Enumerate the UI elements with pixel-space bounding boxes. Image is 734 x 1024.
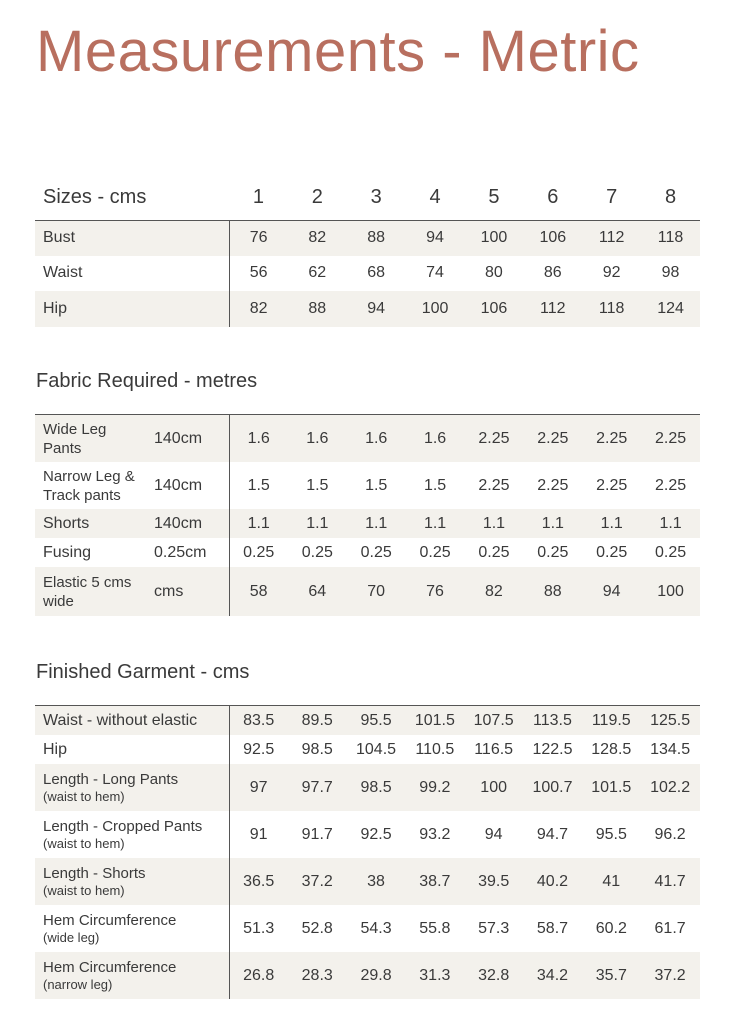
fabric-width: 140cm — [148, 509, 229, 538]
cell-value: 61.7 — [654, 919, 686, 937]
fabric-table — [35, 415, 700, 616]
size-header-2: 2 — [311, 185, 323, 208]
cell-value: 0.25 — [654, 543, 687, 561]
cell-value: 91 — [249, 825, 268, 843]
row-label: Hip — [35, 291, 229, 327]
row-label: Hip — [35, 735, 229, 764]
cell-value: 98.5 — [347, 764, 406, 811]
cell-value: 64 — [288, 567, 347, 616]
fabric-row — [35, 538, 700, 567]
cell-value: 106 — [465, 291, 524, 327]
cell-value: 1.1 — [465, 509, 524, 538]
cell-value: 119.5 — [582, 706, 641, 735]
cell-value: 1.5 — [423, 476, 447, 494]
cell-value: 68 — [367, 264, 386, 281]
cell-value: 60.2 — [595, 919, 627, 937]
cell-value: 82 — [229, 291, 288, 327]
row-label: Waist — [35, 256, 229, 291]
cell-value: 94 — [347, 291, 406, 327]
row-label-cell — [35, 811, 229, 858]
cell-value: 95.5 — [347, 706, 406, 735]
row-label: Length - Shorts — [43, 865, 146, 882]
cell-value: 98.5 — [301, 740, 333, 758]
cell-value: 28.3 — [288, 952, 347, 999]
cell-value: 74 — [426, 264, 444, 281]
cell-value: 80 — [485, 264, 503, 281]
cell-value: 107.5 — [464, 706, 523, 735]
cell-value: 76 — [406, 567, 465, 616]
row-label-cell — [35, 858, 229, 905]
cell-value: 36.5 — [229, 858, 288, 905]
garment-row — [35, 706, 700, 735]
row-label: Fusing — [43, 543, 92, 561]
cell-value: 94 — [484, 825, 503, 843]
cell-value: 97 — [229, 764, 288, 811]
size-header-4: 4 — [429, 185, 441, 208]
row-label: Length - Long Pants — [43, 771, 179, 788]
cell-value: 52.8 — [301, 919, 333, 937]
cell-value: 118 — [582, 291, 641, 327]
cell-value: 38 — [347, 858, 406, 905]
cell-value: 0.25 — [243, 543, 275, 561]
row-label: Wide Leg Pants — [35, 415, 148, 462]
cell-value: 94 — [582, 567, 641, 616]
cell-value: 82 — [288, 221, 347, 256]
cell-value: 96.2 — [654, 825, 686, 843]
cell-value: 112 — [523, 291, 582, 327]
fabric-row — [35, 509, 700, 538]
cell-value: 54.3 — [360, 919, 392, 937]
cell-value: 0.25 — [301, 543, 333, 561]
cell-value: 1.1 — [347, 509, 406, 538]
row-note: (waist to hem) — [43, 789, 125, 804]
cell-value: 29.8 — [347, 952, 406, 999]
row-label: Elastic 5 cms wide — [35, 567, 148, 616]
cell-value: 89.5 — [288, 706, 347, 735]
cell-value: 56 — [249, 264, 268, 281]
row-label-cell — [35, 764, 229, 811]
cell-value: 2.25 — [596, 476, 628, 494]
row-label: Shorts — [35, 509, 148, 538]
garment-row — [35, 905, 700, 952]
cell-value: 70 — [347, 567, 406, 616]
cell-value: 82 — [465, 567, 524, 616]
fabric-row — [35, 567, 700, 616]
garment-section-title: Finished Garment - cms — [36, 661, 250, 683]
cell-value: 34.2 — [523, 952, 582, 999]
cell-value: 0.25 — [360, 543, 392, 561]
cell-value: 88 — [347, 221, 406, 256]
garment-row — [35, 811, 700, 858]
cell-value: 91.7 — [301, 825, 333, 843]
cell-value: 1.6 — [229, 415, 288, 462]
cell-value: 100 — [641, 567, 700, 616]
garment-row — [35, 858, 700, 905]
cell-value: 1.1 — [582, 509, 641, 538]
sizes-header-label: Sizes - cms — [43, 185, 147, 208]
cell-value: 0.25 — [596, 543, 628, 561]
cell-value: 62 — [308, 264, 327, 281]
cell-value: 104.5 — [356, 740, 397, 758]
cell-value: 1.5 — [247, 476, 270, 494]
row-label-cell — [35, 905, 229, 952]
size-header-7: 7 — [606, 185, 618, 208]
size-header-3: 3 — [370, 185, 382, 208]
cell-value: 100 — [464, 764, 523, 811]
cell-value: 100.7 — [523, 764, 582, 811]
garment-row — [35, 952, 700, 999]
garment-table — [35, 706, 700, 999]
cell-value: 118 — [641, 221, 700, 256]
cell-value: 26.8 — [229, 952, 288, 999]
garment-row — [35, 764, 700, 811]
row-label: Waist - without elastic — [35, 706, 229, 735]
row-label-cell — [35, 952, 229, 999]
cell-value: 55.8 — [419, 919, 451, 937]
cell-value: 101.5 — [582, 764, 641, 811]
cell-value: 125.5 — [641, 706, 700, 735]
cell-value: 106 — [523, 221, 582, 256]
size-header-5: 5 — [488, 185, 500, 208]
cell-value: 100 — [406, 291, 465, 327]
row-note: (waist to hem) — [43, 883, 125, 898]
cell-value: 2.25 — [478, 476, 510, 494]
cell-value: 101.5 — [405, 706, 464, 735]
cell-value: 1.1 — [523, 509, 582, 538]
sizes-table — [35, 174, 700, 327]
row-label: Length - Cropped Pants — [43, 818, 203, 835]
cell-value: 1.6 — [288, 415, 347, 462]
cell-value: 112 — [582, 221, 641, 256]
cell-value: 122.5 — [532, 740, 573, 758]
cell-value: 1.1 — [288, 509, 347, 538]
cell-value: 58 — [229, 567, 288, 616]
size-header-1: 1 — [252, 185, 264, 208]
cell-value: 1.6 — [406, 415, 465, 462]
cell-value: 1.1 — [406, 509, 465, 538]
cell-value: 35.7 — [582, 952, 641, 999]
size-header-8: 8 — [665, 185, 677, 208]
cell-value: 1.1 — [229, 509, 288, 538]
cell-value: 110.5 — [415, 740, 455, 758]
cell-value: 38.7 — [405, 858, 464, 905]
cell-value: 1.1 — [641, 509, 700, 538]
cell-value: 124 — [641, 291, 700, 327]
page-title: Measurements - Metric — [36, 19, 640, 84]
cell-value: 128.5 — [591, 740, 632, 758]
cell-value: 2.25 — [537, 476, 569, 494]
cell-value: 98 — [661, 264, 680, 281]
sizes-header-row — [35, 174, 700, 221]
row-note: (wide leg) — [43, 930, 100, 945]
cell-value: 37.2 — [288, 858, 347, 905]
cell-value: 1.5 — [306, 476, 329, 494]
fabric-width: 140cm — [148, 415, 229, 462]
row-note: (narrow leg) — [43, 977, 113, 992]
cell-value: 1.5 — [365, 476, 388, 494]
cell-value: 88 — [523, 567, 582, 616]
cell-value: 1.6 — [347, 415, 406, 462]
row-label: Hem Circumference — [43, 912, 177, 929]
cell-value: 39.5 — [464, 858, 523, 905]
cell-value: 31.3 — [405, 952, 464, 999]
cell-value: 76 — [229, 221, 288, 256]
cell-value: 32.8 — [464, 952, 523, 999]
cell-value: 37.2 — [641, 952, 700, 999]
cell-value: 41 — [582, 858, 641, 905]
row-note: (waist to hem) — [43, 836, 125, 851]
size-header-6: 6 — [547, 185, 559, 208]
cell-value: 116.5 — [474, 740, 514, 758]
fabric-width: cms — [148, 567, 229, 616]
cell-value: 93.2 — [419, 825, 451, 843]
cell-value: 92.5 — [243, 740, 275, 758]
cell-value: 92.5 — [360, 825, 392, 843]
cell-value: 57.3 — [478, 919, 510, 937]
cell-value: 94.7 — [536, 825, 569, 843]
fabric-width: 140cm — [148, 462, 229, 509]
cell-value: 99.2 — [405, 764, 464, 811]
cell-value: 0.25 — [537, 543, 569, 561]
body-measurement-row — [35, 256, 700, 291]
fabric-row — [35, 462, 700, 509]
cell-value: 113.5 — [523, 706, 582, 735]
row-label: Narrow Leg & Track pants — [43, 467, 135, 504]
garment-row — [35, 735, 700, 764]
row-label: Bust — [35, 221, 229, 256]
cell-value: 97.7 — [288, 764, 347, 811]
cell-value: 2.25 — [465, 415, 524, 462]
body-measurement-row — [35, 291, 700, 327]
cell-value: 94 — [406, 221, 465, 256]
cell-value: 40.2 — [523, 858, 582, 905]
cell-value: 83.5 — [229, 706, 288, 735]
fabric-row — [35, 415, 700, 462]
cell-value: 51.3 — [243, 919, 275, 937]
fabric-width: 0.25cm — [148, 538, 229, 567]
cell-value: 86 — [543, 264, 562, 281]
cell-value: 41.7 — [641, 858, 700, 905]
cell-value: 134.5 — [650, 740, 691, 758]
cell-value: 2.25 — [654, 476, 687, 494]
cell-value: 2.25 — [523, 415, 582, 462]
cell-value: 2.25 — [582, 415, 641, 462]
cell-value: 58.7 — [536, 919, 569, 937]
cell-value: 88 — [288, 291, 347, 327]
cell-value: 0.25 — [419, 543, 451, 561]
body-measurement-row — [35, 221, 700, 256]
cell-value: 100 — [465, 221, 524, 256]
cell-value: 92 — [602, 264, 621, 281]
cell-value: 2.25 — [641, 415, 700, 462]
cell-value: 0.25 — [478, 543, 510, 561]
row-label: Hem Circumference — [43, 959, 177, 976]
cell-value: 102.2 — [641, 764, 700, 811]
cell-value: 95.5 — [595, 825, 627, 843]
fabric-section-title: Fabric Required - metres — [36, 370, 258, 392]
